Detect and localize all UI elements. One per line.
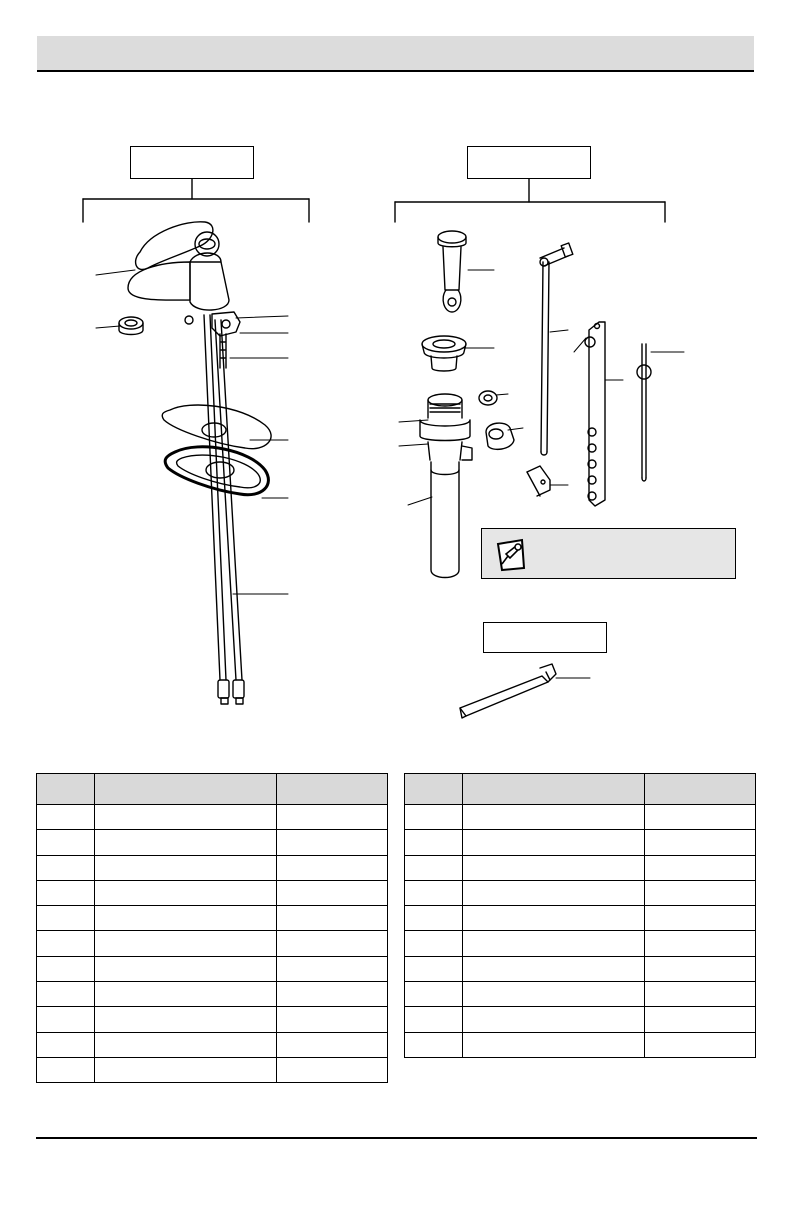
table-header — [277, 774, 388, 805]
table-cell — [645, 1007, 756, 1032]
table-cell — [277, 1057, 388, 1082]
table-cell — [277, 982, 388, 1007]
table-cell — [463, 880, 645, 905]
table-row — [405, 830, 756, 855]
table-header — [645, 774, 756, 805]
table-row — [37, 1057, 388, 1082]
table-cell — [405, 906, 463, 931]
table-cell — [645, 1032, 756, 1057]
table-row — [37, 931, 388, 956]
table-cell — [95, 906, 277, 931]
table-cell — [645, 956, 756, 981]
supply-hoses-drawing — [204, 315, 244, 704]
table-cell — [405, 956, 463, 981]
table-row — [37, 880, 388, 905]
table-cell — [405, 1007, 463, 1032]
table-cell — [37, 880, 95, 905]
table-cell — [277, 855, 388, 880]
pivot-rod-drawing — [637, 344, 651, 481]
table-cell — [645, 982, 756, 1007]
table-cell — [95, 1057, 277, 1082]
table-cell — [95, 855, 277, 880]
table-row — [37, 956, 388, 981]
table-header — [95, 774, 277, 805]
table-row — [405, 906, 756, 931]
wrench-drawing — [460, 664, 590, 718]
table-cell — [277, 805, 388, 830]
table-cell — [277, 1007, 388, 1032]
table-header — [463, 774, 645, 805]
table-row — [37, 830, 388, 855]
table-cell — [277, 956, 388, 981]
table-cell — [37, 855, 95, 880]
table-row — [405, 931, 756, 956]
table-cell — [405, 880, 463, 905]
clip-drawing — [527, 466, 550, 496]
table-cell — [463, 1007, 645, 1032]
table-cell — [645, 855, 756, 880]
nut-and-gasket-drawing — [479, 391, 514, 449]
table-row — [37, 855, 388, 880]
table-cell — [463, 830, 645, 855]
table-row — [37, 982, 388, 1007]
faucet-bracket — [83, 179, 309, 222]
table-cell — [463, 906, 645, 931]
note-pad-pushpin-icon — [492, 534, 532, 574]
table-row — [405, 880, 756, 905]
table-cell — [37, 1057, 95, 1082]
table-cell — [277, 880, 388, 905]
table-cell — [405, 855, 463, 880]
table-cell — [645, 805, 756, 830]
table-row — [405, 1007, 756, 1032]
table-row — [37, 906, 388, 931]
table-cell — [37, 906, 95, 931]
table-cell — [463, 805, 645, 830]
deck-plate-drawing — [162, 405, 271, 449]
table-cell — [95, 880, 277, 905]
table-cell — [95, 805, 277, 830]
table-cell — [95, 982, 277, 1007]
table-cell — [405, 830, 463, 855]
table-cell — [405, 805, 463, 830]
pop-up-stopper-drawing — [438, 231, 466, 312]
table-header — [405, 774, 463, 805]
table-cell — [95, 956, 277, 981]
table-cell — [405, 1032, 463, 1057]
table-cell — [463, 931, 645, 956]
table-row — [405, 956, 756, 981]
drain-bracket — [395, 179, 665, 222]
table-cell — [37, 982, 95, 1007]
drain-body-drawing — [420, 394, 472, 578]
table-row — [405, 805, 756, 830]
table-cell — [277, 1032, 388, 1057]
table-cell — [95, 931, 277, 956]
table-cell — [37, 1007, 95, 1032]
flange-drawing — [422, 336, 466, 371]
table-header — [37, 774, 95, 805]
table-cell — [463, 956, 645, 981]
table-cell — [277, 830, 388, 855]
table-cell — [37, 1032, 95, 1057]
table-cell — [405, 982, 463, 1007]
table-cell — [645, 830, 756, 855]
table-cell — [37, 931, 95, 956]
table-cell — [37, 830, 95, 855]
table-cell — [463, 982, 645, 1007]
note-box — [481, 528, 736, 579]
table-row — [405, 982, 756, 1007]
footer-rule — [36, 1137, 757, 1139]
table-row — [405, 855, 756, 880]
table-row — [37, 1007, 388, 1032]
table-cell — [463, 1032, 645, 1057]
table-cell — [405, 931, 463, 956]
extension-bar-drawing — [585, 322, 605, 506]
table-cell — [645, 906, 756, 931]
table-cell — [277, 906, 388, 931]
aerator-drawing — [119, 317, 143, 335]
table-row — [37, 805, 388, 830]
table-cell — [95, 1007, 277, 1032]
parts-table-right — [404, 773, 756, 1058]
table-cell — [37, 805, 95, 830]
table-cell — [95, 830, 277, 855]
table-cell — [463, 855, 645, 880]
table-cell — [37, 956, 95, 981]
lift-rod-drawing — [540, 243, 573, 455]
table-cell — [645, 931, 756, 956]
parts-table-left — [36, 773, 388, 1083]
table-row — [405, 1032, 756, 1057]
table-row — [37, 1032, 388, 1057]
table-cell — [95, 1032, 277, 1057]
table-cell — [645, 880, 756, 905]
table-cell — [277, 931, 388, 956]
